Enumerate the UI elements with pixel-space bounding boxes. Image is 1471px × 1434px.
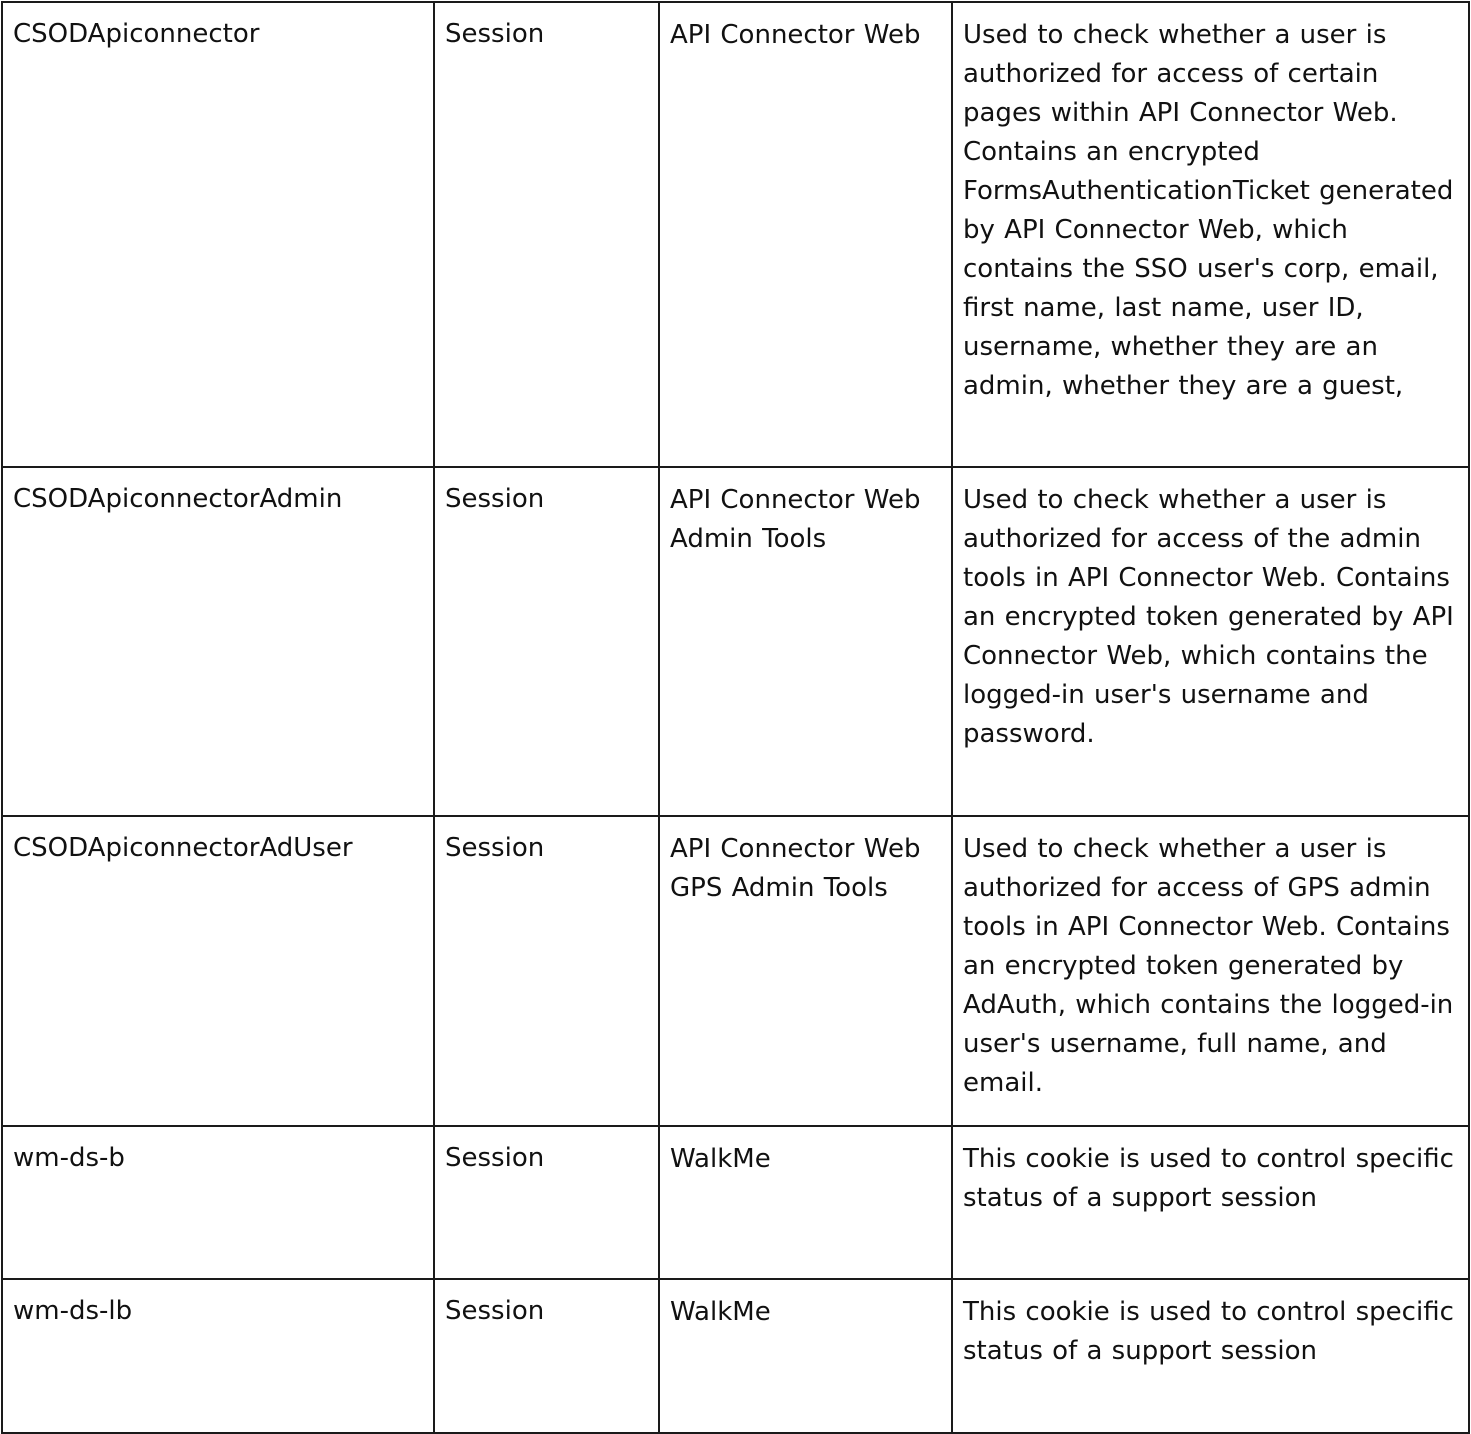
cookie-provider-text: API Connector Web [670,20,921,50]
cookie-type-cell: Session [434,2,659,467]
cookie-type-cell: Session [434,467,659,816]
cookie-provider-text: WalkMe [670,1144,771,1174]
cookie-description-cell [952,467,1469,816]
cookie-name-cell: CSODApiconnector [2,2,434,467]
cookie-provider-text: API Connector Web GPS Admin Tools [670,834,921,903]
cookie-type-cell: Session [434,816,659,1126]
cookie-type-cell: Session [434,1126,659,1279]
cookie-description-cell [952,1279,1469,1433]
cookie-name-cell: wm-ds-lb [2,1279,434,1433]
cookie-description-cell [952,1126,1469,1279]
cookie-description-text: This cookie is used to control specific status of a support session [963,1297,1454,1366]
cookie-description-text: Used to check whether a user is authorized for access of the admin tools in API Connector Web. Contains an encrypted token generated by API Connector Web, which contains the logged-in user's username and password. [963,485,1454,749]
cookie-provider-text: WalkMe [670,1297,771,1327]
cookie-description-text: Used to check whether a user is authorized for access of certain pages within API Connector Web. Contains an encrypted FormsAuthenticationTicket generated by API Connector Web, which contains the SSO user's corp, email, first name, last name, user ID, username, whether they are an admin, whether they are a guest, [963,20,1454,401]
cookie-name-cell: CSODApiconnectorAdmin [2,467,434,816]
table-row [2,1279,1469,1433]
table-row [2,816,1469,1126]
cookie-provider-cell [659,1279,952,1433]
cookie-name-cell: CSODApiconnectorAdUser [2,816,434,1126]
cookie-description-text: Used to check whether a user is authorized for access of GPS admin tools in API Connector Web. Contains an encrypted token generated by AdAuth, which contains the logged-in user's username, full name, and email. [963,834,1454,1098]
cookie-provider-cell [659,467,952,816]
table-row [2,467,1469,816]
cookie-table [1,1,1470,1434]
cookie-name-cell: wm-ds-b [2,1126,434,1279]
cookie-provider-text: API Connector Web Admin Tools [670,485,921,554]
cookie-description-cell [952,816,1469,1126]
cookie-description-cell [952,2,1469,467]
cookie-type-cell: Session [434,1279,659,1433]
table-row [2,1126,1469,1279]
table-row [2,2,1469,467]
cookie-provider-cell [659,1126,952,1279]
cookie-description-text: This cookie is used to control specific status of a support session [963,1144,1454,1213]
cookie-provider-cell [659,2,952,467]
cookie-provider-cell [659,816,952,1126]
